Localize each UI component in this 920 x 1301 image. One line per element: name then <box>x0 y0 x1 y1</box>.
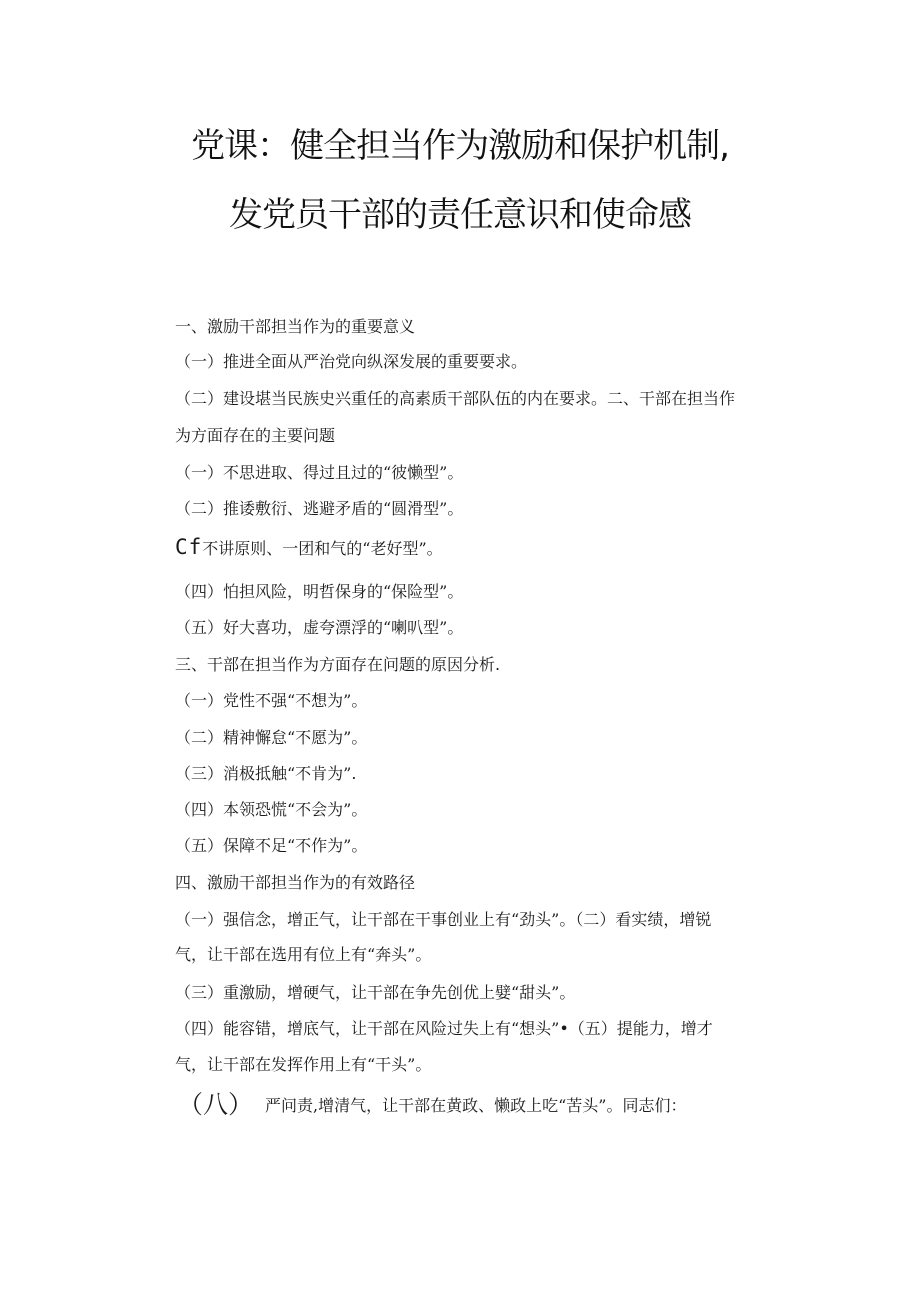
paragraph-line-cf <box>175 537 443 559</box>
paragraph-line: （四）本领恐慌“不会为”。 <box>175 800 368 819</box>
paragraph-line: （二）建设堪当民族史兴重任的高素质干部队伍的内在要求。二、干部在担当作 <box>175 389 736 408</box>
section-heading-4: 四、激励干部担当作为的有效路径 <box>175 873 416 892</box>
paragraph-line: （三）重激励，增硬气，让干部在争先创优上嬖“甜头”。 <box>175 983 576 1002</box>
paragraph-line: （三）消极抵触“不肯为”. <box>175 764 357 783</box>
section-heading-3: 三、干部在担当作为方面存在问题的原因分析. <box>175 655 501 674</box>
paragraph-line: （一）不思进取、得过且过的“彼懒型”。 <box>175 463 464 482</box>
paragraph-line-text: 严问责,增清气，让干部在黄政、懒政上吃“苦头”。同志们： <box>265 1096 687 1115</box>
paragraph-line: （一）推进全面从严治党向纵深发展的重要要求。 <box>175 352 528 371</box>
document-title-line-1: 党课：健全担当作为激励和保护机制, <box>191 126 729 166</box>
paragraph-line: （一）党性不强“不想为”。 <box>175 691 368 710</box>
paragraph-line: （二）推诿敷衍、逃避矛盾的“圆滑型”。 <box>175 499 464 518</box>
cf-artifact-mark: Cf <box>175 535 203 559</box>
paragraph-line: 气，让干部在发挥作用上有“干头”。 <box>175 1055 432 1074</box>
section-heading-1: 一、激励干部担当作为的重要意义 <box>175 317 416 336</box>
paragraph-line-eight <box>178 1090 687 1119</box>
paragraph-line: （五）好大喜功，虚夸漂浮的“喇叭型”。 <box>175 618 464 637</box>
paragraph-line: （一）强信念，增正气，让干部在干事创业上有“劲头”。（二）看实绩，增锐 <box>175 910 712 929</box>
paragraph-line: 为方面存在的主要问题 <box>175 426 336 445</box>
paragraph-line: （四）能容错，增底气，让干部在风险过失上有“想头”•（五）提能力，增才 <box>175 1019 713 1038</box>
paragraph-line: （四）怕担风险，明哲保身的“保险型”。 <box>175 582 464 601</box>
paragraph-line-text: 不讲原则、一团和气的“老好型”。 <box>202 539 443 558</box>
document-title-line-2: 发党员干部的责任意识和使命感 <box>229 195 691 235</box>
item-eight-marker: （八） <box>178 1090 254 1119</box>
paragraph-line: （二）精神懈怠“不愿为”。 <box>175 728 368 747</box>
paragraph-line: 气，让干部在选用有位上有“奔头”。 <box>175 945 432 964</box>
paragraph-line: （五）保障不足“不作为”。 <box>175 836 368 855</box>
